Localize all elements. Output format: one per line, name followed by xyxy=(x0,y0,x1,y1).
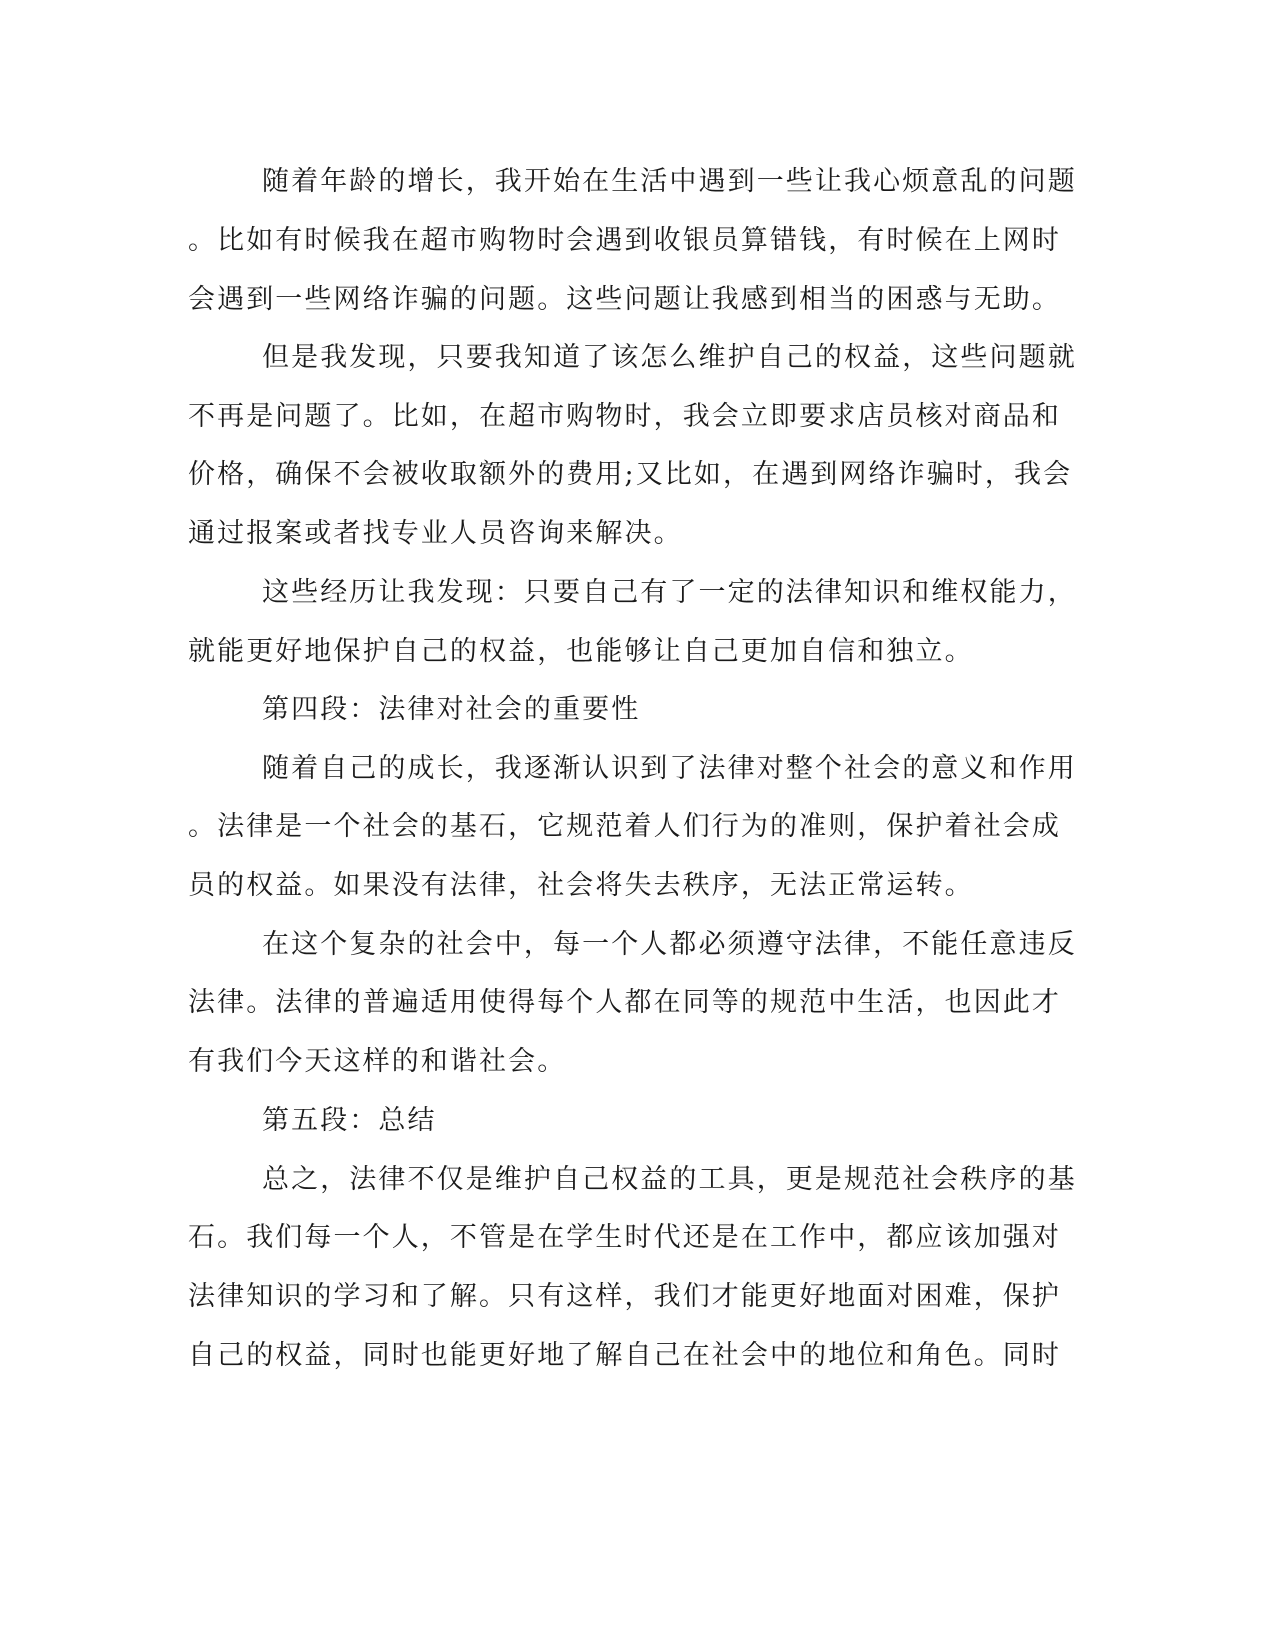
text-line-11: 随着自己的成长，我逐渐认识到了法律对整个社会的意义和作用 xyxy=(262,753,1077,784)
text-line-6: 价格，确保不会被收取额外的费用;又比如，在遇到网络诈骗时，我会 xyxy=(188,459,1073,490)
text-line-15: 法律。法律的普遍适用使得每个人都在同等的规范中生活，也因此才 xyxy=(188,987,1061,1018)
text-line-4: 但是我发现，只要我知道了该怎么维护自己的权益，这些问题就 xyxy=(262,342,1077,373)
text-line-5: 不再是问题了。比如，在超市购物时，我会立即要求店员核对商品和 xyxy=(188,401,1061,432)
text-line-16: 有我们今天这样的和谐社会。 xyxy=(188,1046,567,1077)
text-line-7: 通过报案或者找专业人员咨询来解决。 xyxy=(188,518,683,549)
text-line-20: 法律知识的学习和了解。只有这样，我们才能更好地面对困难，保护 xyxy=(188,1281,1061,1312)
text-line-1: 随着年龄的增长，我开始在生活中遇到一些让我心烦意乱的问题 xyxy=(262,166,1077,197)
text-line-12: 。法律是一个社会的基石，它规范着人们行为的准则，保护着社会成 xyxy=(188,811,1061,842)
text-line-13: 员的权益。如果没有法律，社会将失去秩序，无法正常运转。 xyxy=(188,870,974,901)
section-heading-4: 第四段：法律对社会的重要性 xyxy=(262,694,641,725)
text-line-19: 石。我们每一个人，不管是在学生时代还是在工作中，都应该加强对 xyxy=(188,1222,1061,1253)
text-line-18: 总之，法律不仅是维护自己权益的工具，更是规范社会秩序的基 xyxy=(262,1164,1077,1195)
text-line-3: 会遇到一些网络诈骗的问题。这些问题让我感到相当的困惑与无助。 xyxy=(188,284,1061,315)
text-line-21: 自己的权益，同时也能更好地了解自己在社会中的地位和角色。同时 xyxy=(188,1340,1061,1371)
text-line-14: 在这个复杂的社会中，每一个人都必须遵守法律，不能任意违反 xyxy=(262,929,1077,960)
text-line-9: 就能更好地保护自己的权益，也能够让自己更加自信和独立。 xyxy=(188,636,974,667)
text-line-8: 这些经历让我发现：只要自己有了一定的法律知识和维权能力， xyxy=(262,577,1077,608)
section-heading-5: 第五段：总结 xyxy=(262,1105,437,1136)
text-line-2: 。比如有时候我在超市购物时会遇到收银员算错钱，有时候在上网时 xyxy=(188,225,1061,256)
